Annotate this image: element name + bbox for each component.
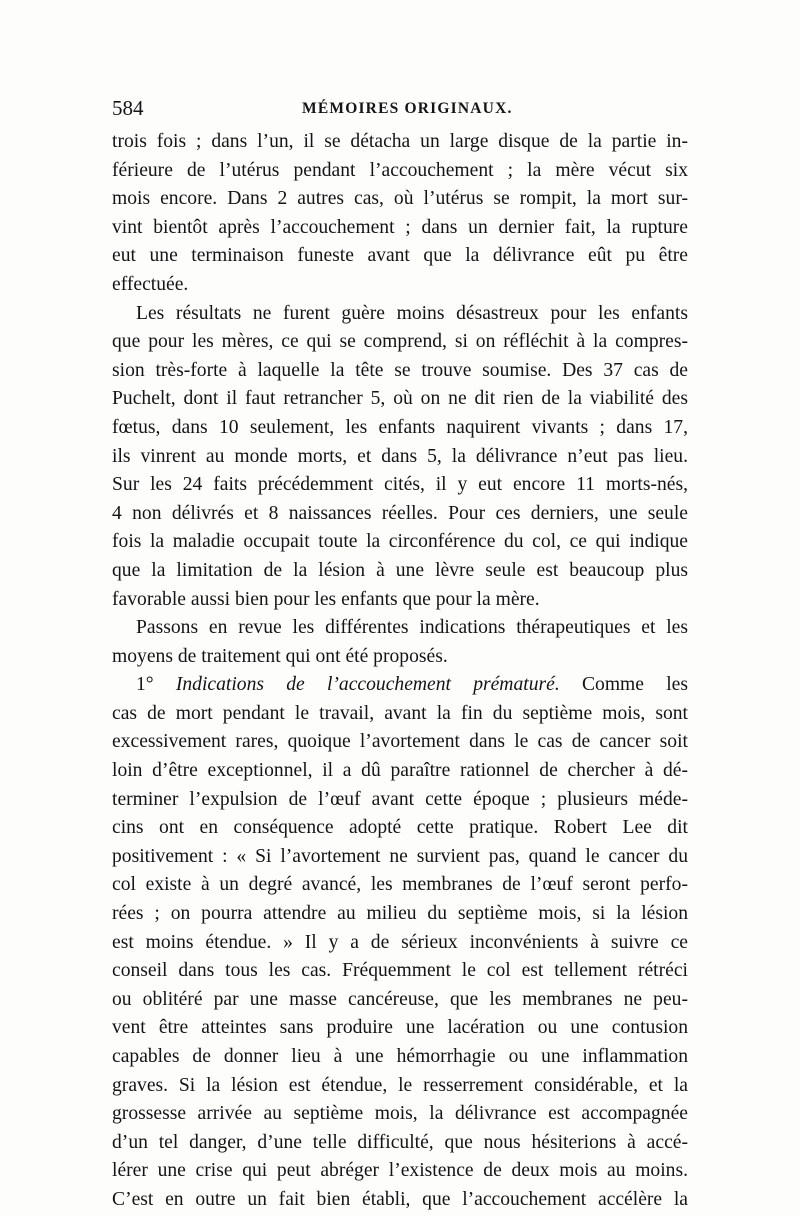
- page-header: [112, 96, 688, 124]
- body-text: [112, 128, 688, 1215]
- section-title: Indications de l’accouchement prématuré.: [175, 674, 560, 696]
- text-line: fœtus, dans 10 seulement, les enfants naquirent vivants ; dans 17,: [112, 416, 688, 438]
- text-line: Sur les 24 faits précédemment cités, il y eut encore 11 morts-nés,: [112, 474, 688, 496]
- text-line: loin d’être exceptionnel, il a dû paraître rationnel de chercher à dé-: [112, 760, 688, 782]
- section-heading-line: [112, 671, 688, 700]
- text-line: cas de mort pendant le travail, avant la fin du septième mois, sont: [112, 702, 688, 724]
- text-line: graves. Si la lésion est étendue, le resserrement considérable, et la: [112, 1074, 688, 1096]
- text-line: 4 non délivrés et 8 naissances réelles. Pour ces derniers, une seule: [112, 502, 688, 524]
- text-line: que pour les mères, ce qui se comprend, si on réfléchit à la compres-: [112, 331, 688, 353]
- text-line: que la limitation de la lésion à une lèvre seule est beaucoup plus: [112, 559, 688, 581]
- text-line: terminer l’expulsion de l’œuf avant cette époque ; plusieurs méde-: [112, 788, 688, 810]
- text-line: ou oblitéré par une masse cancéreuse, que les membranes ne peu-: [112, 988, 688, 1010]
- text-line: vint bientôt après l’accouchement ; dans un dernier fait, la rupture: [112, 216, 688, 238]
- text-line: eut une terminaison funeste avant que la délivrance eût pu être: [112, 245, 688, 267]
- text-line: effectuée.: [112, 273, 189, 295]
- text-line: fois la maladie occupait toute la circonférence du col, ce qui indique: [112, 531, 688, 553]
- text-line: excessivement rares, quoique l’avortement dans le cas de cancer soit: [112, 731, 688, 753]
- text-line: capables de donner lieu à une hémorrhagie ou une inflammation: [112, 1046, 688, 1067]
- text-line: sion très-forte à laquelle la tête se trouve soumise. Des 37 cas de: [112, 359, 688, 381]
- text-line: conseil dans tous les cas. Fréquemment le col est tellement rétréci: [112, 960, 688, 982]
- text-line: lérer une crise qui peut abréger l’existence de deux mois au moins.: [112, 1160, 688, 1182]
- text-line: moyens de traitement qui ont été proposés.: [112, 645, 448, 667]
- text-line: Puchelt, dont il faut retrancher 5, où on ne dit rien de la viabilité des: [112, 388, 688, 410]
- text-line: grossesse arrivée au septième mois, la délivrance est accompagnée: [112, 1103, 688, 1125]
- text-line: C’est en outre un fait bien établi, que l’accouchement accélère la: [112, 1188, 688, 1210]
- text-line: Passons en revue les différentes indications thérapeutiques et les: [136, 617, 688, 639]
- text-line: mois encore. Dans 2 autres cas, où l’utérus se rompit, la mort sur-: [112, 188, 688, 210]
- text-line: d’un tel danger, d’une telle difficulté, que nous hésiterions à accé-: [112, 1131, 688, 1153]
- text-line: vent être atteintes sans produire une lacération ou une contusion: [112, 1017, 688, 1039]
- text-line: rées ; on pourra attendre au milieu du septième mois, si la lésion: [112, 903, 688, 925]
- text-line: col existe à un degré avancé, les membranes de l’œuf seront perfo-: [112, 874, 688, 896]
- text-line: positivement : « Si l’avortement ne survient pas, quand le cancer du: [112, 845, 688, 867]
- page-number: 584: [112, 96, 144, 120]
- text-line: cins ont en conséquence adopté cette pratique. Robert Lee dit: [112, 817, 688, 839]
- text-line: Les résultats ne furent guère moins désastreux pour les enfants: [136, 302, 688, 324]
- text-line: trois fois ; dans l’un, il se détacha un large disque de la partie in-: [112, 131, 688, 152]
- text-line-fragment: Comme les: [581, 674, 688, 696]
- running-title: MÉMOIRES ORIGINAUX.: [302, 100, 513, 117]
- text-line: est moins étendue. » Il y a de sérieux inconvénients à suivre ce: [112, 931, 688, 953]
- text-line: ils vinrent au monde morts, et dans 5, la délivrance n’eut pas lieu.: [112, 445, 688, 467]
- text-line: férieure de l’utérus pendant l’accouchement ; la mère vécut six: [112, 159, 688, 181]
- section-number: 1°: [136, 674, 154, 696]
- text-line: favorable aussi bien pour les enfants que pour la mère.: [112, 588, 540, 610]
